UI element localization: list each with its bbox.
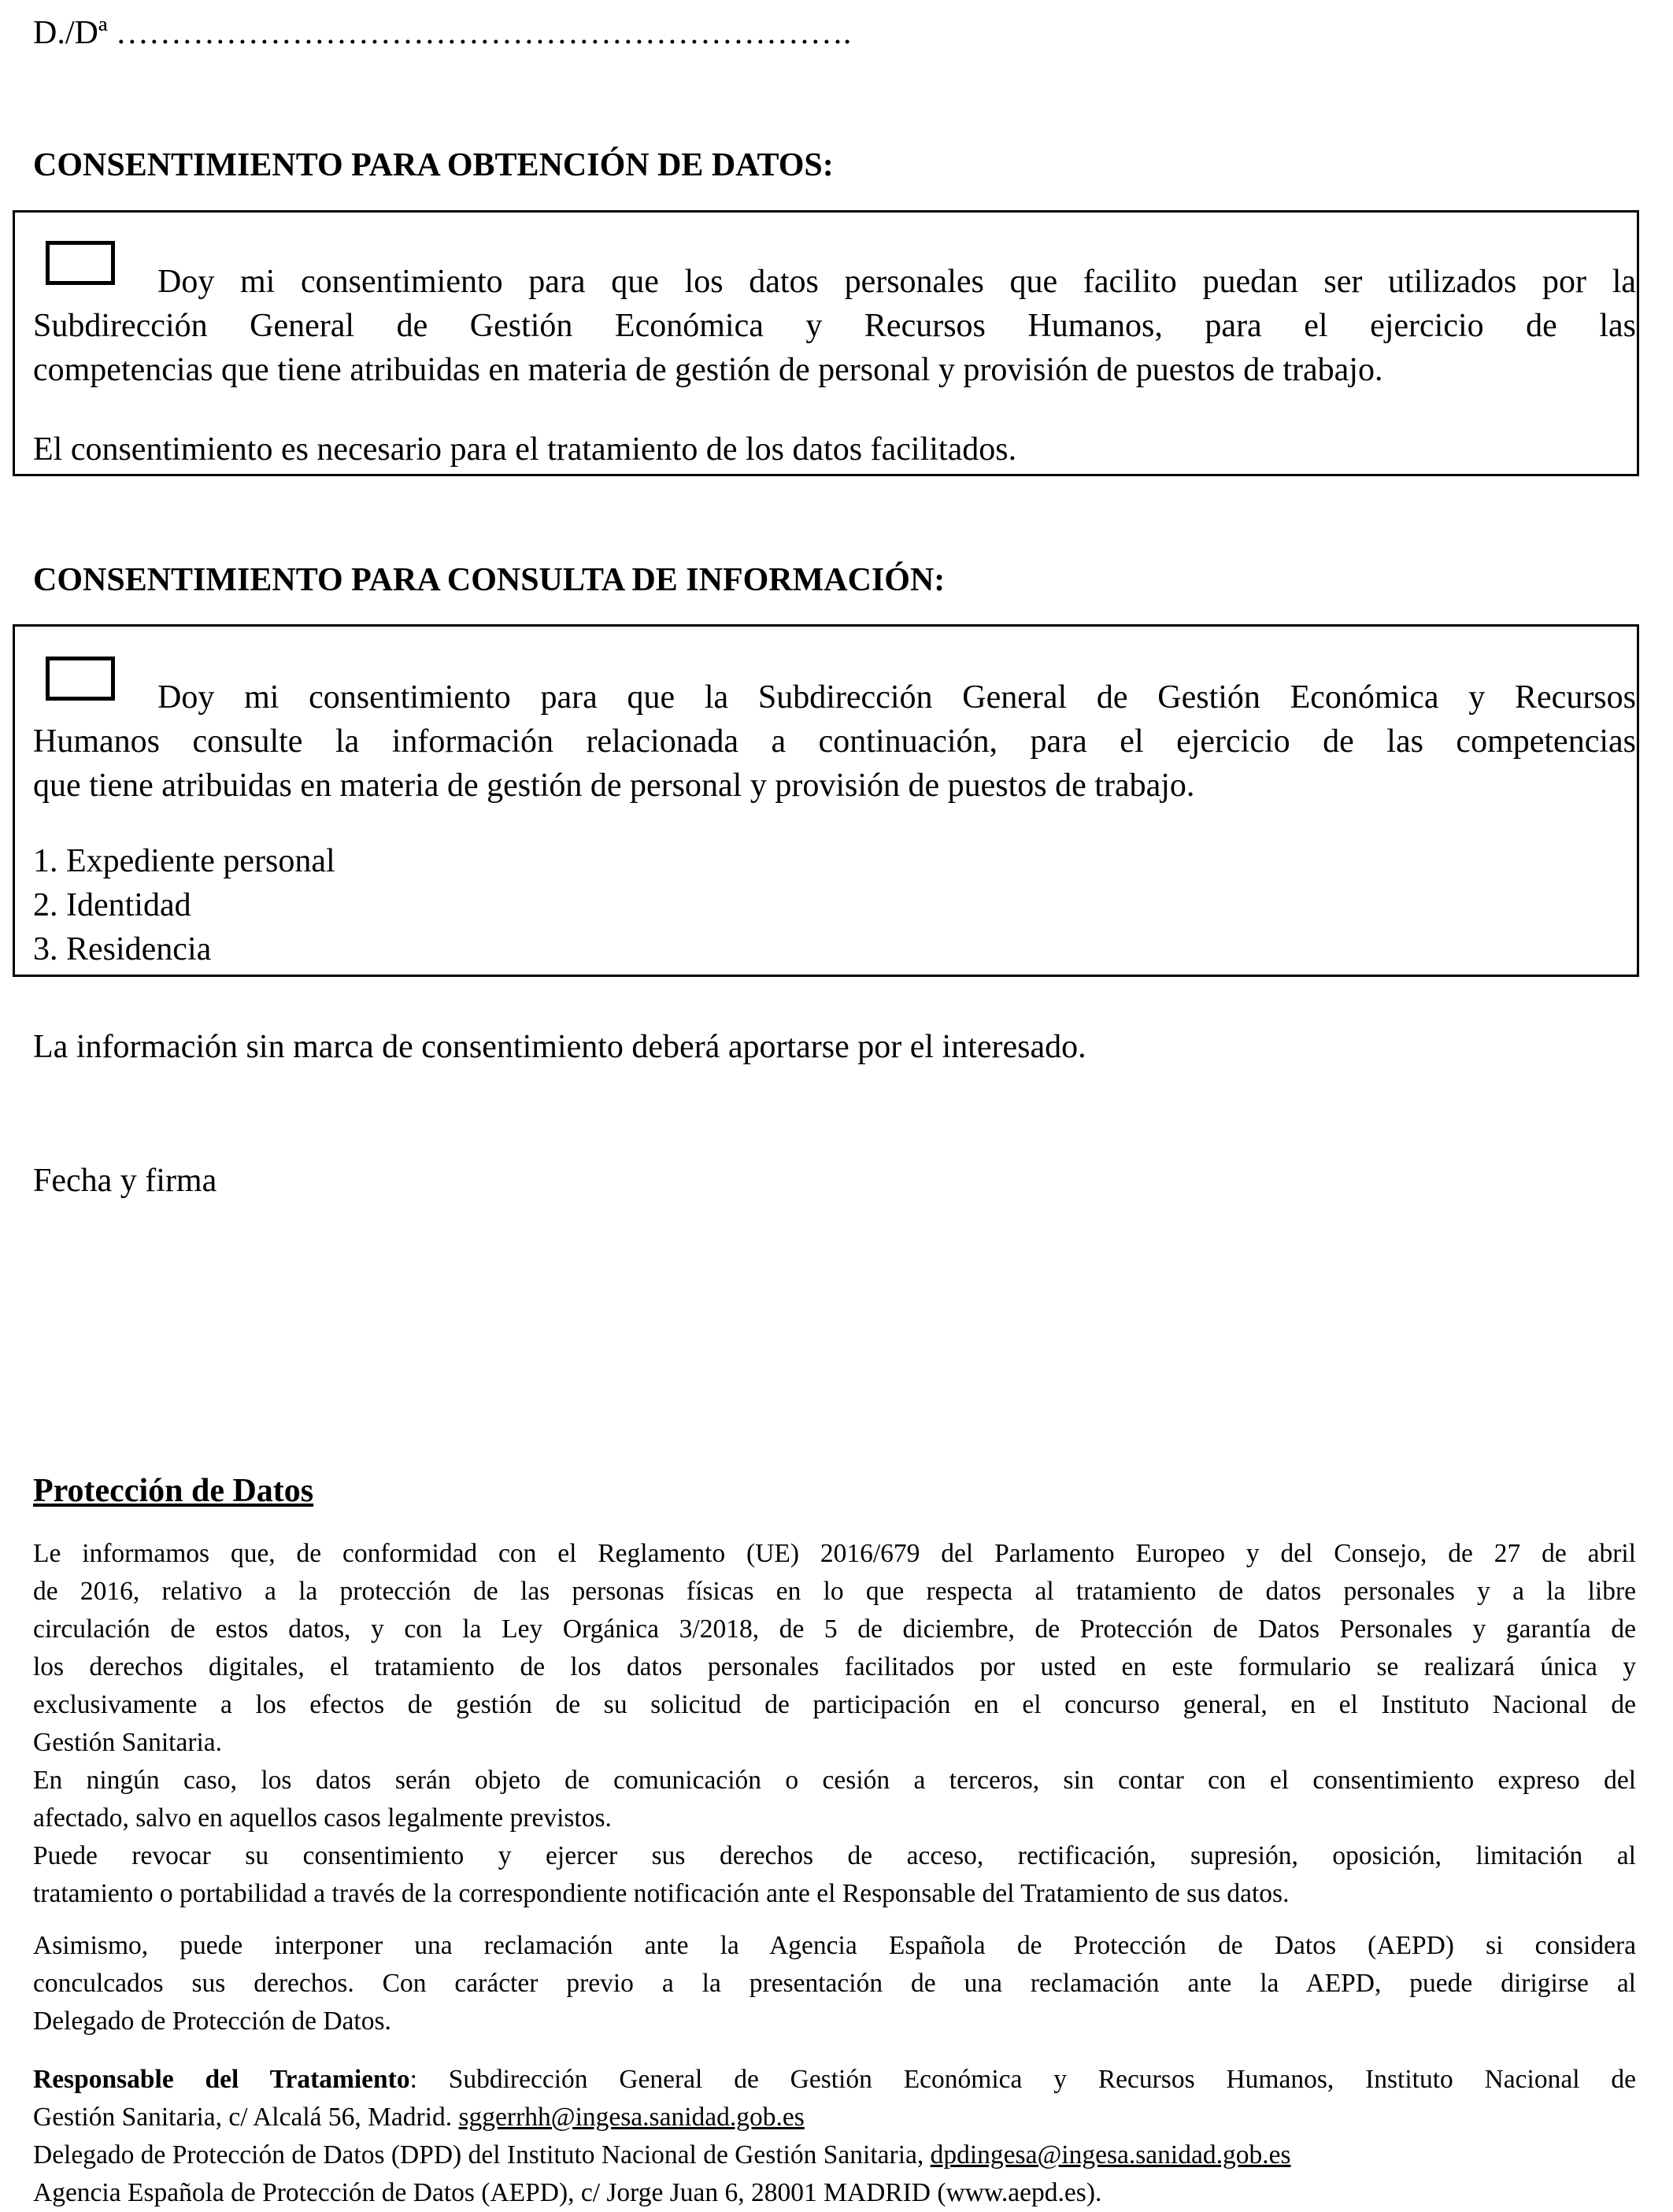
privacy-p1-line: circulación de estos datos, y con la Ley Orgánica 3/2018, de 5 de diciembre, de Protección de Datos Personales y garantía de — [33, 1615, 1636, 1644]
responsible-address: Gestión Sanitaria, c/ Alcalá 56, Madrid. — [33, 2103, 459, 2132]
privacy-p1-line: Le informamos que, de conformidad con el Reglamento (UE) 2016/679 del Parlamento Europeo y del Consejo, de 27 de abril — [33, 1539, 1636, 1568]
section1-line-1: Doy mi consentimiento para que los datos personales que facilito puedan ser utilizados por la — [157, 264, 1636, 300]
privacy-title: Protección de Datos — [33, 1473, 314, 1509]
section2-line-2: Humanos consulte la información relacionada a continuación, para el ejercicio de las competencias — [33, 723, 1636, 760]
responsible-block — [33, 2061, 1636, 2212]
privacy-p1-line: los derechos digitales, el tratamiento de los datos personales facilitados por usted en este formulario se realizará única y — [33, 1652, 1636, 1681]
list-item: 2. Identidad — [33, 887, 191, 923]
dpd-text: Delegado de Protección de Datos (DPD) del Instituto Nacional de Gestión Sanitaria, — [33, 2140, 931, 2169]
name-label: D./Dª — [33, 15, 108, 51]
privacy-p1-line: Gestión Sanitaria. — [33, 1728, 223, 1757]
section2-line-1: Doy mi consentimiento para que la Subdirección General de Gestión Económica y Recursos — [157, 679, 1636, 716]
privacy-p1-line: exclusivamente a los efectos de gestión de su solicitud de participación en el concurso general, en el Instituto Nacional de — [33, 1690, 1636, 1719]
privacy-p1-line: de 2016, relativo a la protección de las personas físicas en lo que respecta al tratamiento de datos personales y a la libre — [33, 1577, 1636, 1606]
privacy-paragraph-3 — [33, 1837, 1636, 1913]
dpd-line — [33, 2136, 1636, 2174]
signature-label: Fecha y firma — [33, 1163, 217, 1199]
responsible-label: Responsable del Tratamiento — [33, 2065, 410, 2094]
section1-line-3: competencias que tiene atribuidas en materia de gestión de personal y provisión de puestos de trabajo. — [33, 352, 1383, 388]
privacy-paragraph-4 — [33, 1927, 1636, 2040]
list-item: 1. Expediente personal — [33, 843, 335, 879]
section1-title: CONSENTIMIENTO PARA OBTENCIÓN DE DATOS: — [33, 147, 834, 183]
aepd-line: Agencia Española de Protección de Datos (AEPD), c/ Jorge Juan 6, 28001 MADRID (www.aepd.es). — [33, 2178, 1102, 2207]
no-mark-note: La información sin marca de consentimiento deberá aportarse por el interesado. — [33, 1029, 1086, 1065]
privacy-p4-line: conculcados sus derechos. Con carácter previo a la presentación de una reclamación ante la AEPD, puede dirigirse al — [33, 1969, 1636, 1998]
privacy-p4-line: Delegado de Protección de Datos. — [33, 2007, 391, 2036]
responsible-email-link[interactable]: sggerrhh@ingesa.sanidad.gob.es — [458, 2103, 805, 2132]
section1-note: El consentimiento es necesario para el tratamiento de los datos facilitados. — [33, 431, 1017, 468]
responsible-line-2 — [33, 2099, 1636, 2136]
name-field[interactable]: …………………………………………………………. — [115, 15, 852, 51]
privacy-paragraph-2 — [33, 1762, 1636, 1837]
privacy-p3-line: tratamiento o portabilidad a través de la correspondiente notificación ante el Responsable del Tratamiento de sus datos. — [33, 1879, 1290, 1908]
responsible-text: : Subdirección General de Gestión Económica y Recursos Humanos, Instituto Nacional de — [409, 2065, 1636, 2094]
section1-paragraph — [33, 260, 1636, 392]
responsible-line-1 — [33, 2061, 1636, 2099]
dpd-email-link[interactable]: dpdingesa@ingesa.sanidad.gob.es — [930, 2140, 1291, 2169]
info-list — [33, 839, 335, 971]
privacy-paragraph-1 — [33, 1535, 1636, 1762]
privacy-p2-line: En ningún caso, los datos serán objeto de comunicación o cesión a terceros, sin contar con el consentimiento expreso del — [33, 1766, 1636, 1795]
privacy-p3-line: Puede revocar su consentimiento y ejercer sus derechos de acceso, rectificación, supresión, oposición, limitación al — [33, 1841, 1636, 1870]
privacy-p2-line: afectado, salvo en aquellos casos legalmente previstos. — [33, 1803, 612, 1833]
section2-title: CONSENTIMIENTO PARA CONSULTA DE INFORMACIÓN: — [33, 562, 946, 598]
list-item: 3. Residencia — [33, 931, 212, 967]
section2-paragraph — [33, 675, 1636, 808]
section1-line-2: Subdirección General de Gestión Económica y Recursos Humanos, para el ejercicio de las — [33, 308, 1636, 344]
name-line — [33, 11, 851, 55]
privacy-p4-line: Asimismo, puede interponer una reclamación ante la Agencia Española de Protección de Datos (AEPD) si considera — [33, 1931, 1636, 1960]
section2-line-3: que tiene atribuidas en materia de gestión de personal y provisión de puestos de trabajo. — [33, 768, 1195, 804]
